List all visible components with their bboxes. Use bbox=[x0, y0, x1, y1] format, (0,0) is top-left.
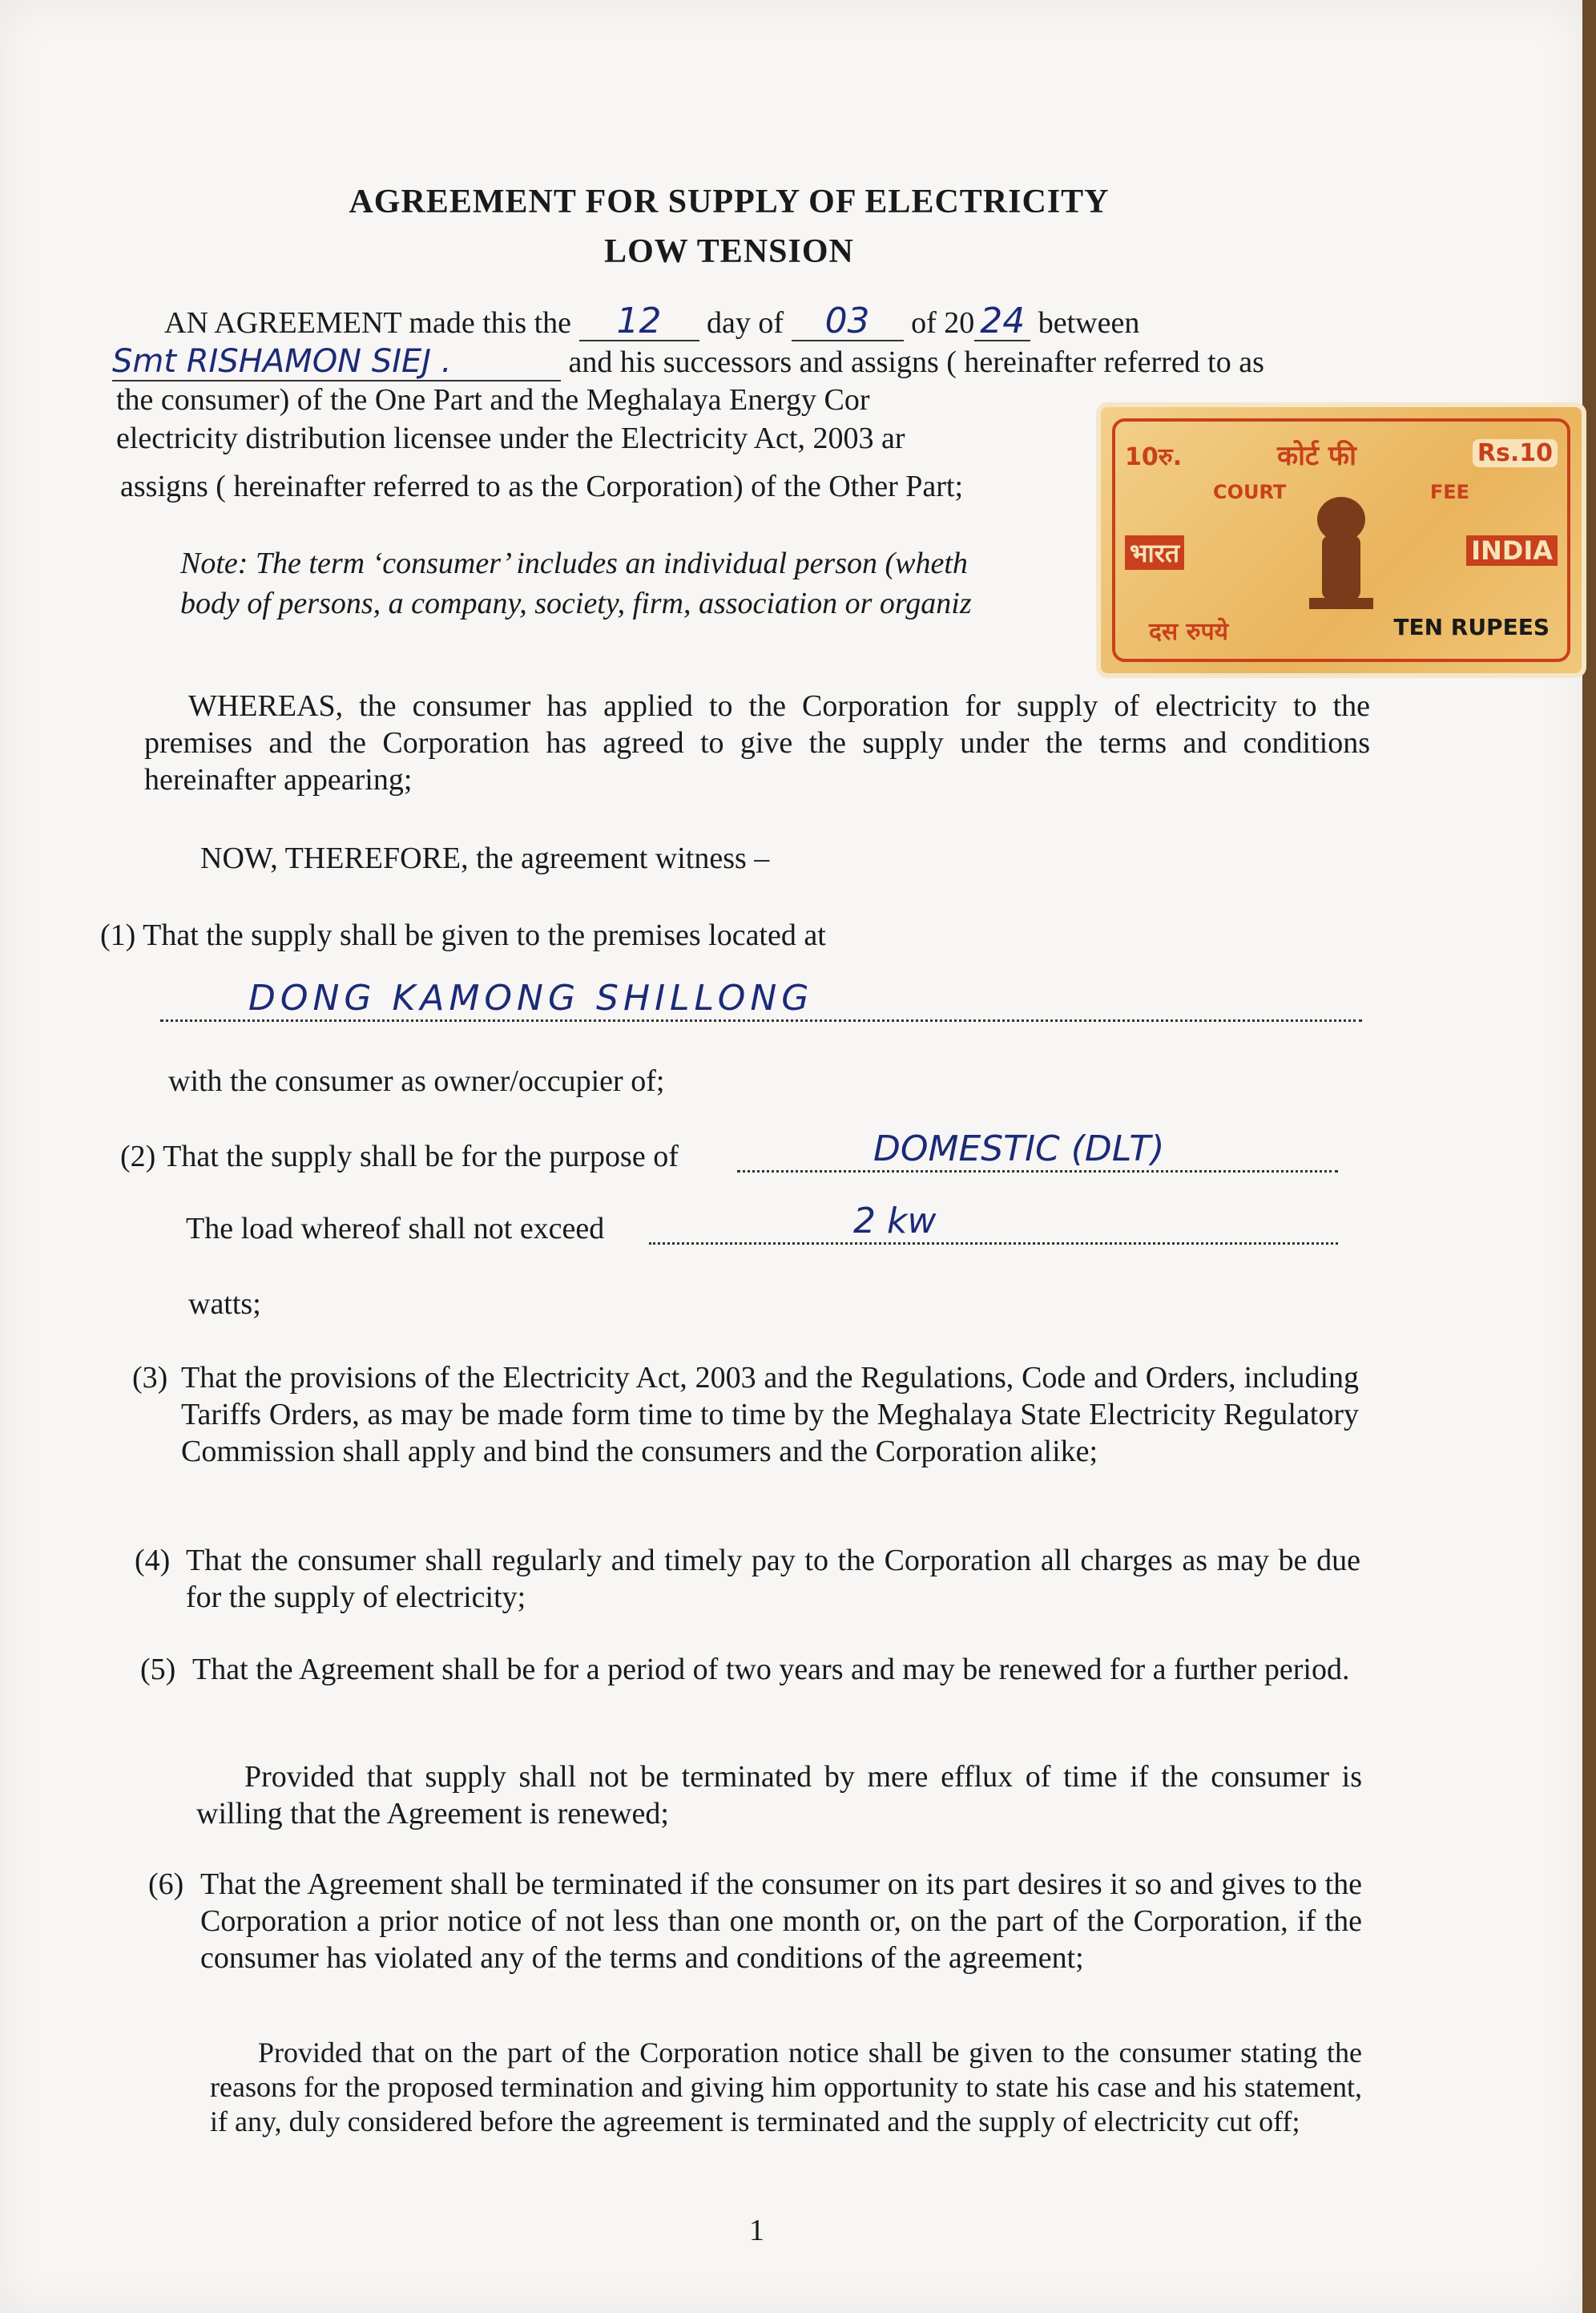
intro-line-3: the consumer) of the One Part and the Meghalaya Energy Cor bbox=[116, 383, 870, 417]
stamp-country-hindi: भारत bbox=[1125, 535, 1184, 570]
stamp-value-right: Rs.10 bbox=[1473, 439, 1558, 467]
stamp-fee: FEE bbox=[1429, 481, 1469, 503]
emblem-icon bbox=[1293, 487, 1389, 624]
court-fee-stamp bbox=[1101, 407, 1582, 673]
consumer-name: Smt RISHAMON SIEJ . bbox=[112, 343, 561, 381]
stamp-top-hindi: कोर्ट फी bbox=[1277, 440, 1356, 472]
title-line-1: AGREEMENT FOR SUPPLY OF ELECTRICITY bbox=[349, 184, 1110, 220]
day-label: day of bbox=[707, 306, 784, 340]
stamp-country: INDIA bbox=[1466, 535, 1558, 566]
clause-5-text: That the Agreement shall be for a period of two years and may be renewed for a further period. bbox=[192, 1653, 1350, 1686]
clause-2-text: (2) That the supply shall be for the purpose of bbox=[120, 1140, 679, 1173]
clause-1-text: (1) That the supply shall be given to the premises located at bbox=[100, 918, 826, 952]
clause-4-text: That the consumer shall regularly and timely pay to the Corporation all charges as may be due for the supply of electricity; bbox=[186, 1544, 1360, 1614]
between-label: between bbox=[1038, 306, 1140, 340]
stamp-amount: TEN RUPEES bbox=[1393, 614, 1550, 640]
clause-2-purpose-line bbox=[737, 1128, 1338, 1173]
intro-line-2 bbox=[112, 343, 1264, 381]
clause-2-load-value: 2 kw bbox=[853, 1201, 937, 1241]
clause-6-proviso: Provided that on the part of the Corporation notice shall be given to the consumer stating the reasons for the proposed termination and giving him opportunity to state his case and his statement, if any, duly considered before the agreement is terminated and the supply of electricity cut off; bbox=[210, 2036, 1362, 2137]
clause-1-tail: with the consumer as owner/occupier of; bbox=[168, 1064, 665, 1098]
stamp-court: COURT bbox=[1213, 481, 1287, 503]
clause-4-num: (4) bbox=[135, 1544, 171, 1577]
note-line-1: Note: The term ‘consumer’ includes an individual person (wheth bbox=[180, 547, 968, 580]
day-value: 12 bbox=[579, 303, 699, 341]
intro-line-2-rest: and his successors and assigns ( hereinafter referred to as bbox=[568, 345, 1264, 379]
clause-2-unit: watts; bbox=[188, 1287, 261, 1321]
of-label: of 20 bbox=[911, 306, 975, 340]
clause-3-text: That the provisions of the Electricity Act, 2003 and the Regulations, Code and Orders, including Tariffs Orders, as may be made form time to time by the Meghalaya State Electricity Regulatory Commission shall apply and bind the consumers and the Corporation alike; bbox=[181, 1361, 1359, 1468]
note-line-2: body of persons, a company, society, firm, association or organiz bbox=[180, 587, 972, 620]
now-therefore: NOW, THEREFORE, the agreement witness – bbox=[200, 842, 770, 875]
intro-line-5: assigns ( hereinafter referred to as the Corporation) of the Other Part; bbox=[120, 470, 963, 503]
clause-2-load-label: The load whereof shall not exceed bbox=[186, 1212, 605, 1245]
intro-line-4: electricity distribution licensee under the Electricity Act, 2003 ar bbox=[116, 422, 905, 455]
page-number: 1 bbox=[749, 2214, 764, 2247]
clause-2-load-line bbox=[649, 1201, 1338, 1245]
year-value: 24 bbox=[974, 303, 1030, 341]
clause-1-address: DONG KAMONG SHILLONG bbox=[248, 978, 814, 1019]
clause-6-num: (6) bbox=[148, 1867, 184, 1901]
title-line-2: LOW TENSION bbox=[604, 233, 854, 270]
intro-line-1 bbox=[164, 303, 1382, 341]
clause-2-purpose: DOMESTIC (DLT) bbox=[873, 1128, 1165, 1169]
stamp-amount-hindi: दस रुपये bbox=[1149, 618, 1229, 646]
clause-5-proviso: Provided that supply shall not be terminated by mere efflux of time if the consumer is willing that the Agreement is renewed; bbox=[196, 1760, 1362, 1831]
month-value: 03 bbox=[792, 303, 904, 341]
intro-lead: AN AGREEMENT made this the bbox=[164, 306, 572, 340]
stamp-value-left: 10रु. bbox=[1125, 443, 1183, 471]
clause-3-num: (3) bbox=[132, 1361, 168, 1395]
clause-6-text: That the Agreement shall be terminated if the consumer on its part desires it so and gives to the Corporation a prior notice of not less than one month or, on the part of the Corporation, if the consumer has violated any of the terms and conditions of the agreement; bbox=[200, 1867, 1362, 1975]
whereas-paragraph: WHEREAS, the consumer has applied to the Corporation for supply of electricity to the premises and the Corporation has agreed to give the supply under the terms and conditions hereinafter appearing; bbox=[144, 689, 1370, 797]
clause-5-num: (5) bbox=[140, 1653, 176, 1686]
clause-1-address-line bbox=[160, 978, 1362, 1022]
